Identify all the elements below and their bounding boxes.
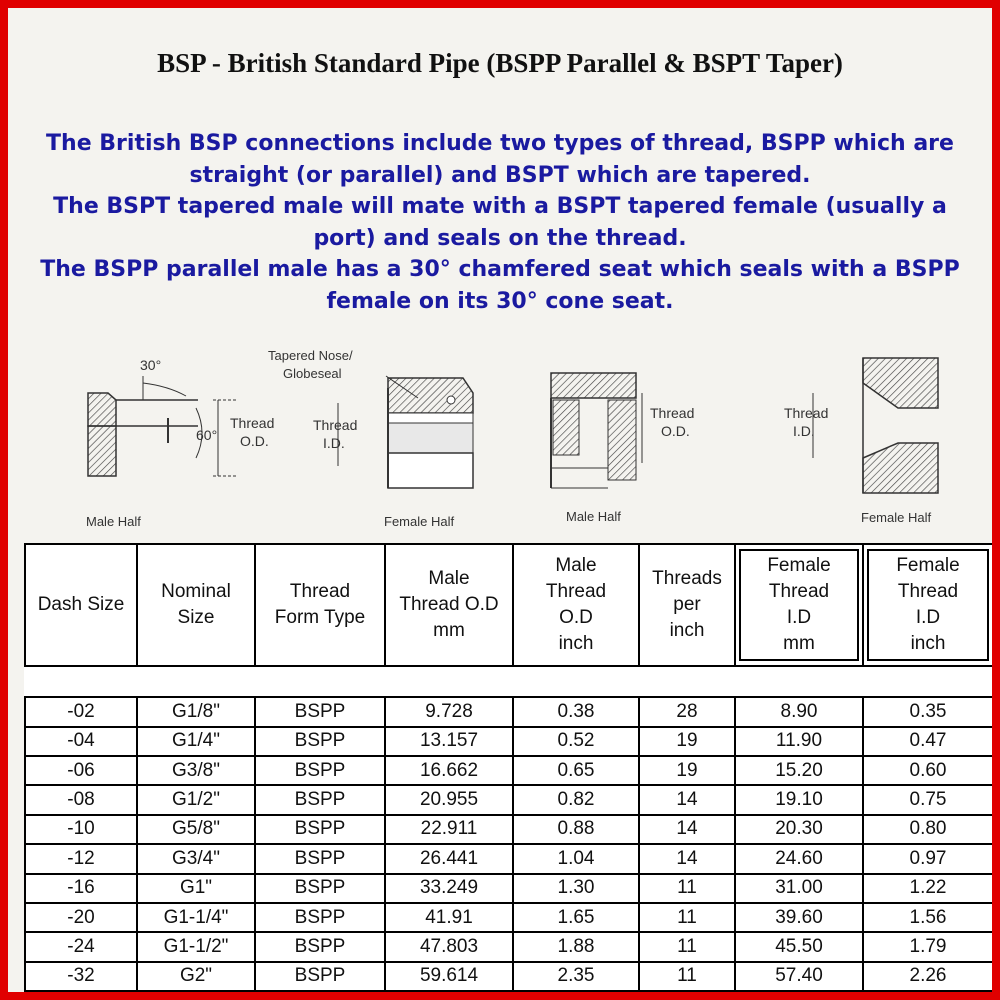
cell: 0.80	[863, 815, 993, 844]
intro-text	[28, 128, 972, 317]
header-line: Thread O.D	[399, 594, 499, 615]
cell: 2.26	[863, 962, 993, 991]
cell: 8.90	[735, 697, 863, 726]
thread-od-label: Thread	[650, 405, 695, 421]
cell: -20	[25, 903, 137, 932]
header-nominal-size	[137, 544, 255, 666]
cell: 22.911	[385, 815, 513, 844]
thread-id-label: I.D.	[793, 423, 815, 439]
male-half-bspp-drawing	[88, 376, 238, 476]
cell: 33.249	[385, 874, 513, 903]
header-line: Threads	[652, 568, 722, 589]
cell: 41.91	[385, 903, 513, 932]
header-line: mm	[783, 633, 815, 654]
cell: 11	[639, 903, 735, 932]
header-line: Thread	[897, 581, 959, 602]
cell: BSPP	[255, 932, 385, 961]
header-line: mm	[433, 620, 465, 641]
header-line: inch	[669, 620, 705, 641]
cell: G1/8"	[137, 697, 255, 726]
cell: 11	[639, 932, 735, 961]
cell: 45.50	[735, 932, 863, 961]
thread-od-label: O.D.	[661, 423, 690, 439]
cell: 0.88	[513, 815, 639, 844]
cell: -16	[25, 874, 137, 903]
cell: 9.728	[385, 697, 513, 726]
header-line: I.D	[786, 607, 812, 628]
thread-id-label: Thread	[313, 417, 358, 433]
thread-od-label: O.D.	[240, 433, 269, 449]
thread-od-label: Thread	[230, 415, 275, 431]
thread-id-label: Thread	[784, 405, 829, 421]
header-female-thread-id-mm	[735, 544, 863, 666]
cell: -10	[25, 815, 137, 844]
cell: 14	[639, 844, 735, 873]
cell: BSPP	[255, 874, 385, 903]
cell: 57.40	[735, 962, 863, 991]
cell: 0.38	[513, 697, 639, 726]
thread-diagrams	[68, 348, 968, 538]
spacer-cell	[25, 666, 993, 697]
cell: BSPP	[255, 697, 385, 726]
bsp-spec-table	[24, 543, 994, 992]
cell: 2.35	[513, 962, 639, 991]
angle-30-label: 30°	[140, 357, 162, 373]
cell: 0.35	[863, 697, 993, 726]
header-line: O.D	[559, 607, 593, 628]
table-row	[25, 932, 993, 961]
header-line: Size	[177, 607, 215, 628]
intro-paragraph: The BSPT tapered male will mate with a BSPT tapered female (usually a port) and seals on the thread.	[53, 194, 947, 251]
thread-id-label: I.D.	[323, 435, 345, 451]
intro-paragraph: The BSPP parallel male has a 30° chamfered seat which seals with a BSPP female on its 30° cone seat.	[40, 257, 960, 314]
cell: 19.10	[735, 785, 863, 814]
table-spacer-row	[25, 666, 993, 697]
table-row	[25, 756, 993, 785]
cell: 1.79	[863, 932, 993, 961]
cell: G5/8"	[137, 815, 255, 844]
cell: 0.65	[513, 756, 639, 785]
cell: -24	[25, 932, 137, 961]
cell: BSPP	[255, 903, 385, 932]
cell: G1"	[137, 874, 255, 903]
cell: 0.82	[513, 785, 639, 814]
header-line: Thread	[768, 581, 830, 602]
male-half-caption: Male Half	[566, 509, 621, 524]
globeseal-callout: Tapered Nose/	[268, 348, 353, 363]
table-row	[25, 815, 993, 844]
table-row	[25, 727, 993, 756]
cell: 0.97	[863, 844, 993, 873]
female-half-caption: Female Half	[384, 514, 455, 529]
table-row	[25, 903, 993, 932]
female-half-caption: Female Half	[861, 510, 932, 525]
header-line: Nominal	[161, 581, 231, 602]
cell: 13.157	[385, 727, 513, 756]
cell: 14	[639, 785, 735, 814]
cell: 19	[639, 756, 735, 785]
cell: G2"	[137, 962, 255, 991]
table-row	[25, 874, 993, 903]
cell: -06	[25, 756, 137, 785]
header-male-thread-od-mm	[385, 544, 513, 666]
cell: 1.04	[513, 844, 639, 873]
cell: -32	[25, 962, 137, 991]
header-line: Male	[555, 555, 597, 576]
cell: 31.00	[735, 874, 863, 903]
cell: G1-1/4"	[137, 903, 255, 932]
table-row	[25, 785, 993, 814]
cell: BSPP	[255, 756, 385, 785]
header-line: Male	[428, 568, 470, 589]
cell: 59.614	[385, 962, 513, 991]
header-threads-per-inch	[639, 544, 735, 666]
female-half-globeseal-drawing	[338, 376, 473, 488]
table-row	[25, 697, 993, 726]
cell: 0.75	[863, 785, 993, 814]
page-title: BSP - British Standard Pipe (BSPP Parallel & BSPT Taper)	[157, 48, 843, 78]
header-line: I.D	[915, 607, 941, 628]
cell: G1/2"	[137, 785, 255, 814]
cell: 11.90	[735, 727, 863, 756]
cell: 0.60	[863, 756, 993, 785]
cell: 1.88	[513, 932, 639, 961]
header-line: Female	[767, 555, 831, 576]
cell: 19	[639, 727, 735, 756]
angle-60-label: 60°	[196, 427, 218, 443]
cell: -04	[25, 727, 137, 756]
globeseal-callout: Globeseal	[283, 366, 342, 381]
header-line: Thread	[289, 581, 351, 602]
header-line: Dash Size	[37, 594, 125, 615]
header-line: per	[673, 594, 701, 615]
cell: 20.30	[735, 815, 863, 844]
cell: 16.662	[385, 756, 513, 785]
header-thread-form-type	[255, 544, 385, 666]
cell: 11	[639, 962, 735, 991]
cell: BSPP	[255, 815, 385, 844]
cell: 1.65	[513, 903, 639, 932]
cell: 28	[639, 697, 735, 726]
header-box	[867, 549, 989, 661]
header-line: Female	[896, 555, 960, 576]
header-male-thread-od-inch	[513, 544, 639, 666]
cell: G3/8"	[137, 756, 255, 785]
cell: 39.60	[735, 903, 863, 932]
cell: G1-1/2"	[137, 932, 255, 961]
cell: 1.30	[513, 874, 639, 903]
cell: 11	[639, 874, 735, 903]
cell: 0.52	[513, 727, 639, 756]
header-female-thread-id-inch	[863, 544, 993, 666]
cell: G3/4"	[137, 844, 255, 873]
header-line: Thread	[545, 581, 607, 602]
cell: 0.47	[863, 727, 993, 756]
header-line: Form Type	[274, 607, 366, 628]
cell: G1/4"	[137, 727, 255, 756]
cell: 20.955	[385, 785, 513, 814]
cell: 47.803	[385, 932, 513, 961]
cell: 26.441	[385, 844, 513, 873]
cell: BSPP	[255, 962, 385, 991]
male-half-bspt-drawing	[551, 373, 642, 488]
cell: -12	[25, 844, 137, 873]
cell: 15.20	[735, 756, 863, 785]
cell: 24.60	[735, 844, 863, 873]
header-box	[739, 549, 859, 661]
header-line: inch	[910, 633, 946, 654]
cell: BSPP	[255, 844, 385, 873]
cell: 14	[639, 815, 735, 844]
table-row	[25, 844, 993, 873]
cell: -02	[25, 697, 137, 726]
header-line: inch	[558, 633, 594, 654]
intro-paragraph: The British BSP connections include two types of thread, BSPP which are straight (or parallel) and BSPT which are tapered.	[46, 131, 954, 188]
female-half-port-drawing	[813, 358, 938, 493]
cell: BSPP	[255, 727, 385, 756]
cell: -08	[25, 785, 137, 814]
table-row	[25, 962, 993, 991]
male-half-caption: Male Half	[86, 514, 141, 529]
header-dash-size	[25, 544, 137, 666]
cell: BSPP	[255, 785, 385, 814]
cell: 1.56	[863, 903, 993, 932]
table-header-row	[25, 544, 993, 666]
cell: 1.22	[863, 874, 993, 903]
